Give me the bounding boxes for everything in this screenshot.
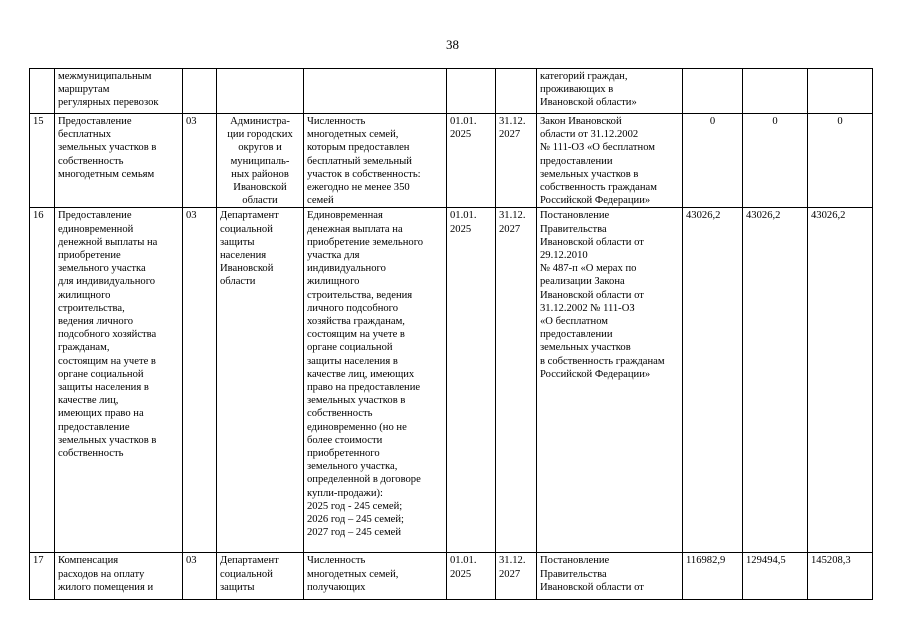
row-number: 17 xyxy=(30,553,55,600)
indicator xyxy=(304,69,447,114)
legal-basis: Закон Ивановской области от 31.12.2002 № 111-ОЗ «О бесплатном предоставлении земельных участков в собственность гражданам Российской Федерации» xyxy=(537,114,683,208)
funding-2026: 43026,2 xyxy=(743,208,808,553)
start-date xyxy=(447,69,496,114)
table-row xyxy=(30,114,873,208)
row-number: 16 xyxy=(30,208,55,553)
executor xyxy=(217,69,304,114)
table-row xyxy=(30,69,873,114)
funding-2025: 116982,9 xyxy=(683,553,743,600)
funding-2027: 145208,3 xyxy=(808,553,873,600)
measure-name: Компенсация расходов на оплату жилого помещения и xyxy=(55,553,183,600)
program-measures-table xyxy=(29,68,873,600)
start-date: 01.01. 2025 xyxy=(447,553,496,600)
measure-code xyxy=(183,69,217,114)
measure-name: Предоставление бесплатных земельных участков в собственность многодетным семьям xyxy=(55,114,183,208)
funding-2027: 43026,2 xyxy=(808,208,873,553)
funding-2027 xyxy=(808,69,873,114)
end-date: 31.12. 2027 xyxy=(496,208,537,553)
measure-name: межмуниципальным маршрутам регулярных перевозок xyxy=(55,69,183,114)
end-date xyxy=(496,69,537,114)
executor: Администра- ции городских округов и муниципаль- ных районов Ивановской области xyxy=(217,114,304,208)
row-number: 15 xyxy=(30,114,55,208)
legal-basis: Постановление Правительства Ивановской области от xyxy=(537,553,683,600)
measure-name: Предоставление единовременной денежной выплаты на приобретение земельного участка для индивидуального жилищного строительства, ведения личного подсобного хозяйства гражданам, состоящим на учете в органе социальной защиты населения в качестве лиц, имеющих право на предоставление земельных участков в собственность xyxy=(55,208,183,553)
start-date: 01.01. 2025 xyxy=(447,114,496,208)
table-row xyxy=(30,553,873,600)
executor: Департамент социальной защиты населения Ивановской области xyxy=(217,208,304,553)
measure-code: 03 xyxy=(183,208,217,553)
end-date: 31.12. 2027 xyxy=(496,553,537,600)
funding-2025: 43026,2 xyxy=(683,208,743,553)
legal-basis: категорий граждан, проживающих в Ивановской области» xyxy=(537,69,683,114)
indicator: Численность многодетных семей, которым предоставлен бесплатный земельный участок в собственность: ежегодно не менее 350 семей xyxy=(304,114,447,208)
start-date: 01.01. 2025 xyxy=(447,208,496,553)
funding-2025 xyxy=(683,69,743,114)
funding-2026: 129494,5 xyxy=(743,553,808,600)
funding-2027: 0 xyxy=(808,114,873,208)
indicator: Единовременная денежная выплата на приобретение земельного участка для индивидуального жилищного строительства, ведения личного подсобного хозяйства гражданам, состоящим на учете в органе социальной защиты населения в качестве лиц, имеющих право на предоставление земельных участков в собственность единовременно (но не более стоимости приобретенного земельного участка, определенной в договоре купли-продажи): 2025 год - 245 семей; 2026 год – 245 семей; 2027 год – 245 семей xyxy=(304,208,447,553)
row-number xyxy=(30,69,55,114)
measure-code: 03 xyxy=(183,114,217,208)
executor: Департамент социальной защиты xyxy=(217,553,304,600)
funding-2025: 0 xyxy=(683,114,743,208)
measure-code: 03 xyxy=(183,553,217,600)
legal-basis: Постановление Правительства Ивановской области от 29.12.2010 № 487-п «О мерах по реализации Закона Ивановской области от 31.12.2002 № 111-ОЗ «О бесплатном предоставлении земельных участков в собственность гражданам Российской Федерации» xyxy=(537,208,683,553)
page-number: 38 xyxy=(446,37,459,52)
indicator: Численность многодетных семей, получающих xyxy=(304,553,447,600)
table-row xyxy=(30,208,873,553)
funding-2026: 0 xyxy=(743,114,808,208)
funding-2026 xyxy=(743,69,808,114)
end-date: 31.12. 2027 xyxy=(496,114,537,208)
